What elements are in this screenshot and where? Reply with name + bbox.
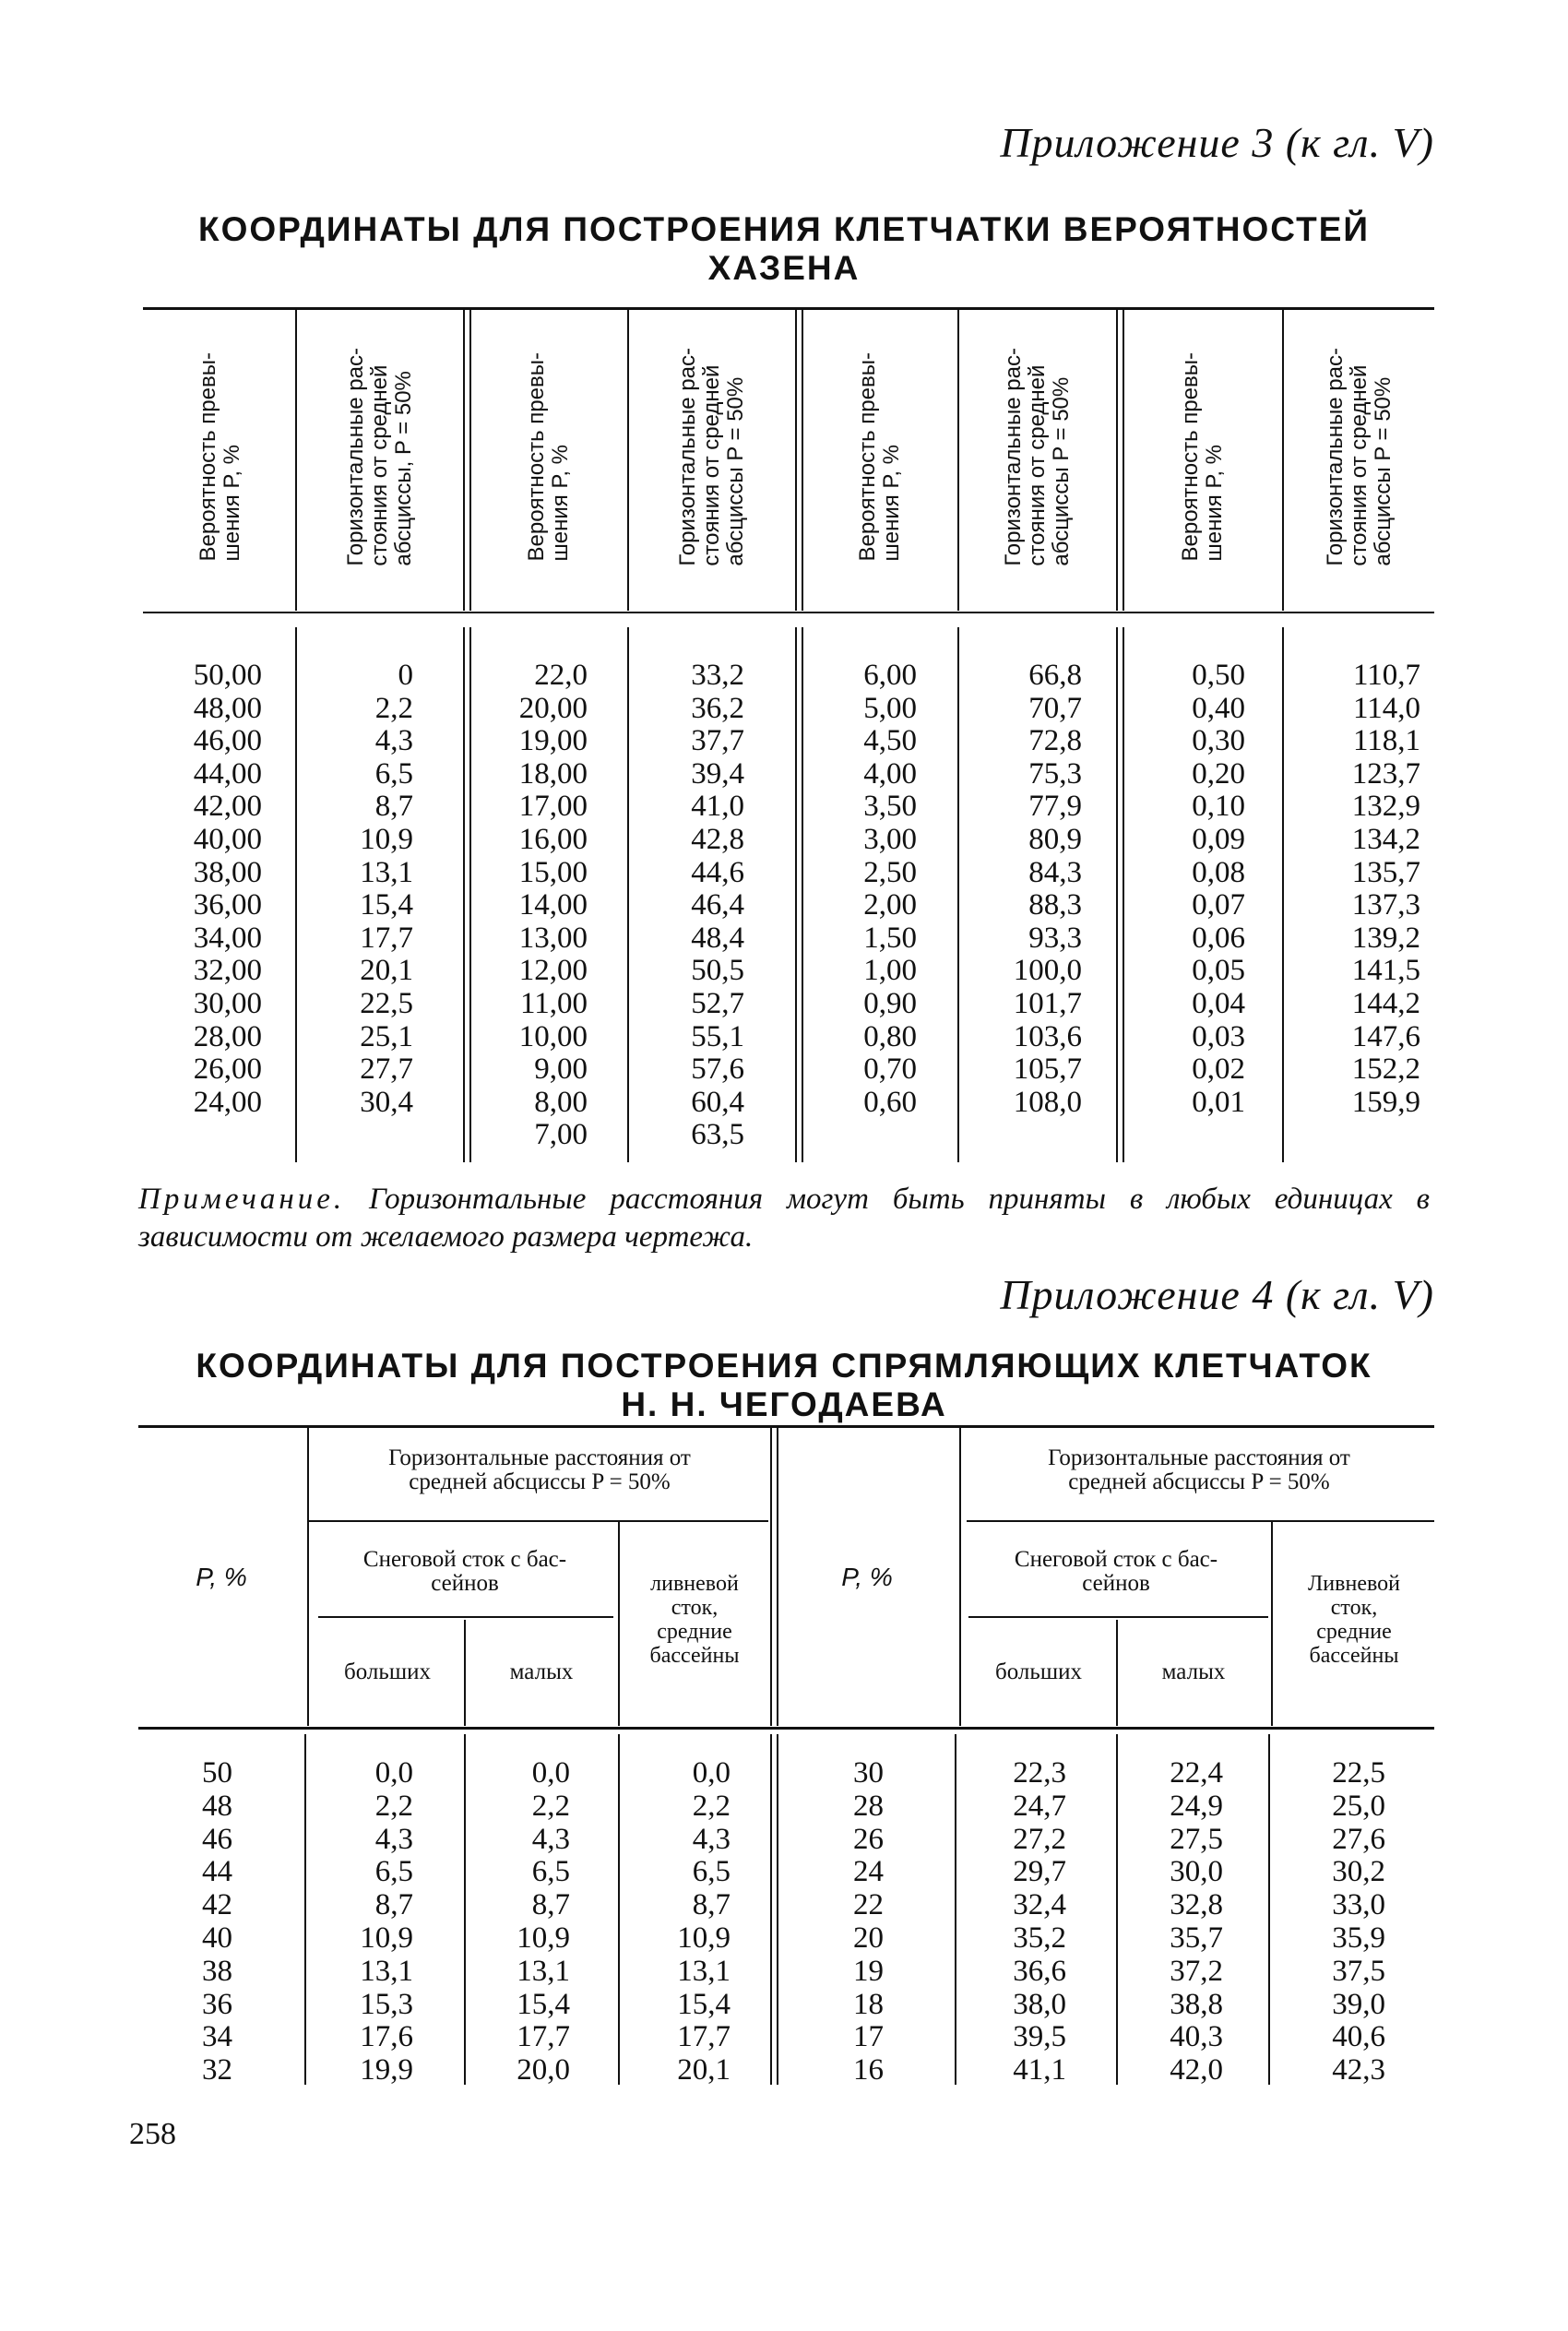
rain-header-right: Ливневой сток, средние бассейны (1308, 1572, 1400, 1668)
snow-header-right: Снеговой сток с бас- сейнов (1014, 1547, 1218, 1596)
table-cell: 0,50 (1192, 659, 1245, 692)
hazen-vrule-double (463, 310, 471, 611)
table-cell: 25,1 (360, 1019, 413, 1053)
table-cell: 7,00 (534, 1118, 588, 1152)
table-cell: 4,3 (692, 1822, 731, 1856)
table-cell: 4,3 (374, 724, 413, 758)
hazen-col-probability-2 (519, 660, 588, 1152)
table-cell: 17,7 (677, 2020, 731, 2054)
table-cell: 35,7 (1170, 1921, 1223, 1955)
table-cell: 63,5 (691, 1118, 744, 1152)
table-cell: 18 (853, 1987, 884, 2021)
table-cell: 20,1 (360, 954, 413, 988)
table-cell: 25,0 (1332, 1789, 1385, 1823)
table-cell: 38,0 (1013, 1987, 1066, 2021)
table-cell: 135,7 (1351, 855, 1420, 889)
chegodaev-sub-rule (318, 1616, 613, 1618)
table-cell: 118,1 (1352, 724, 1420, 758)
table-cell: 11,00 (519, 986, 588, 1020)
p-header-right: P, % (841, 1563, 893, 1591)
hazen-vrule-double (1116, 627, 1124, 1162)
chegodaev-vrule (618, 1522, 620, 1726)
table-cell: 15,00 (518, 855, 588, 889)
hazen-col-distance-4 (1352, 660, 1420, 1119)
chegodaev-col-snow-small-left (517, 1757, 570, 2087)
table-cell: 0,80 (863, 1019, 917, 1053)
table-cell: 48,00 (193, 691, 262, 725)
table-cell: 27,6 (1332, 1822, 1385, 1856)
small-header-right: малых (1161, 1659, 1226, 1684)
table-cell: 101,7 (1013, 986, 1082, 1020)
table-cell: 137,3 (1351, 888, 1420, 922)
table-cell: 30,0 (1170, 1855, 1223, 1889)
table-cell: 0,04 (1192, 986, 1245, 1020)
table-cell: 19,9 (360, 2053, 413, 2087)
p-header-left: P, % (196, 1563, 247, 1591)
hazen-vrule-double (1116, 310, 1124, 611)
table-cell: 34 (202, 2020, 232, 2054)
table-cell: 17,00 (518, 790, 588, 824)
table-cell: 34,00 (193, 921, 262, 955)
table-cell: 27,2 (1013, 1822, 1066, 1856)
table-cell: 2,2 (692, 1789, 731, 1823)
table-cell: 32,4 (1013, 1888, 1066, 1922)
table-cell: 0,0 (531, 1756, 570, 1790)
table-cell: 13,1 (517, 1954, 570, 1988)
table-cell: 15,4 (517, 1987, 570, 2021)
group-header-left: Горизонтальные расстояния от средней абсциссы P = 50% (388, 1445, 691, 1494)
table-cell: 46,00 (193, 724, 262, 758)
hazen-col-probability-3 (863, 660, 917, 1119)
table-cell: 4,3 (531, 1822, 570, 1856)
table-cell: 15,4 (360, 888, 413, 922)
table-cell: 35,2 (1013, 1921, 1066, 1955)
table-cell: 42,3 (1332, 2053, 1385, 2087)
table-cell: 108,0 (1013, 1085, 1082, 1119)
table-cell: 28 (853, 1789, 884, 1823)
table-cell: 15,3 (360, 1987, 413, 2021)
table-cell: 0,02 (1192, 1053, 1245, 1087)
table-cell: 144,2 (1351, 986, 1420, 1020)
table-cell: 13,1 (360, 855, 413, 889)
chegodaev-col-p-left (202, 1757, 232, 2087)
table-cell: 4,00 (863, 756, 917, 791)
table-cell: 24,00 (193, 1085, 262, 1119)
table-cell: 88,3 (1028, 888, 1082, 922)
table-cell: 75,3 (1028, 756, 1082, 791)
table-cell: 17,7 (360, 921, 413, 955)
table-cell: 41,1 (1013, 2053, 1066, 2087)
table-cell: 16,00 (518, 822, 588, 856)
table-cell: 72,8 (1028, 724, 1082, 758)
table-cell: 13,1 (360, 1954, 413, 1988)
table-cell: 2,2 (374, 1789, 413, 1823)
hazen-header-text: Вероятность превы- шения P, % (523, 351, 573, 562)
table-cell: 0,20 (1192, 756, 1245, 791)
chegodaev-sub-rule (968, 1616, 1268, 1618)
hazen-header-cell (148, 309, 293, 604)
table-cell: 0,70 (863, 1053, 917, 1087)
hazen-header-cell (1124, 309, 1280, 604)
hazen-col-distance-3 (1014, 660, 1082, 1119)
table-cell: 22,3 (1013, 1756, 1066, 1790)
table-cell: 9,00 (534, 1053, 588, 1087)
table-cell: 132,9 (1351, 790, 1420, 824)
chegodaev-col-snow-small-right (1170, 1757, 1223, 2087)
table-cell: 36,00 (193, 888, 262, 922)
table-cell: 0,0 (692, 1756, 731, 1790)
appendix-4-title-line2: Н. Н. ЧЕГОДАЕВА (621, 1386, 947, 1423)
table-cell: 44,00 (193, 756, 262, 791)
table-cell: 0,06 (1192, 921, 1245, 955)
group-header-right: Горизонтальные расстояния от средней абсциссы P = 50% (1048, 1445, 1350, 1494)
table-cell: 6,5 (374, 1855, 413, 1889)
table-cell: 110,7 (1352, 659, 1420, 692)
table-cell: 44,6 (691, 855, 744, 889)
table-cell: 8,7 (374, 1888, 413, 1922)
table-cell: 0,10 (1192, 790, 1245, 824)
table-cell: 6,5 (531, 1855, 570, 1889)
table-cell: 13,00 (518, 921, 588, 955)
chegodaev-vrule (618, 1734, 620, 2085)
chegodaev-group-rule (307, 1520, 768, 1522)
table-cell: 50 (202, 1756, 232, 1790)
table-cell: 17,7 (517, 2020, 570, 2054)
table-cell: 159,9 (1351, 1085, 1420, 1119)
table-cell: 2,2 (374, 691, 413, 725)
chegodaev-top-rule (138, 1425, 1434, 1428)
appendix-4-title (138, 1347, 1430, 1424)
table-cell: 22,5 (1332, 1756, 1385, 1790)
table-cell: 28,00 (193, 1019, 262, 1053)
table-cell: 141,5 (1351, 954, 1420, 988)
hazen-header-text: Горизонтальные рас- стояния от средней абсциссы P = 50% (1001, 347, 1074, 566)
table-cell: 0,09 (1192, 822, 1245, 856)
table-cell: 0,40 (1192, 691, 1245, 725)
table-cell: 2,00 (863, 888, 917, 922)
table-cell: 35,9 (1332, 1921, 1385, 1955)
hazen-vrule (957, 627, 959, 1162)
table-cell: 2,2 (531, 1789, 570, 1823)
table-cell: 20,1 (677, 2053, 731, 2087)
table-cell: 1,50 (863, 921, 917, 955)
table-cell: 42 (202, 1888, 232, 1922)
table-cell: 33,0 (1332, 1888, 1385, 1922)
hazen-vrule (957, 310, 959, 611)
table-cell: 22,5 (360, 986, 413, 1020)
table-cell: 19,00 (518, 724, 588, 758)
table-cell: 30,2 (1332, 1855, 1385, 1889)
table-cell: 46 (202, 1822, 232, 1856)
table-cell: 77,9 (1028, 790, 1082, 824)
chegodaev-group-rule (967, 1520, 1434, 1522)
table-cell: 66,8 (1028, 659, 1082, 692)
table-cell: 48,4 (691, 921, 744, 955)
table-cell: 50,5 (691, 954, 744, 988)
table-cell: 84,3 (1028, 855, 1082, 889)
hazen-header-text: Горизонтальные рас- стояния от средней абсциссы, P = 50% (343, 347, 416, 566)
chegodaev-vrule (464, 1734, 466, 2085)
page-number: 258 (129, 2117, 176, 2151)
table-cell: 36,2 (691, 691, 744, 725)
table-cell: 20,00 (518, 691, 588, 725)
chegodaev-col-snow-large-left (360, 1757, 413, 2087)
table-cell: 29,7 (1013, 1855, 1066, 1889)
hazen-vrule (1282, 310, 1284, 611)
table-cell: 0,90 (863, 986, 917, 1020)
table-cell: 5,00 (863, 691, 917, 725)
table-cell: 26,00 (193, 1053, 262, 1087)
table-cell: 37,2 (1170, 1954, 1223, 1988)
table-cell: 37,7 (691, 724, 744, 758)
table-cell: 0,0 (374, 1756, 413, 1790)
table-cell: 16 (853, 2053, 884, 2087)
hazen-vrule-double (463, 627, 471, 1162)
table-cell: 134,2 (1351, 822, 1420, 856)
snow-header-left: Снеговой сток с бас- сейнов (362, 1547, 567, 1596)
table-cell: 0,01 (1192, 1085, 1245, 1119)
table-cell: 0,08 (1192, 855, 1245, 889)
table-cell: 22,4 (1170, 1756, 1223, 1790)
note-text: Горизонтальные расстояния могут быть приняты в любых единицах в зависимости от желаемого размера чертежа. (138, 1183, 1430, 1254)
table-cell: 24 (853, 1855, 884, 1889)
hazen-header-cell (471, 309, 625, 604)
table-cell: 6,00 (863, 659, 917, 692)
chegodaev-col-p-right (853, 1757, 884, 2087)
table-cell: 147,6 (1351, 1019, 1420, 1053)
hazen-vrule (295, 310, 297, 611)
chegodaev-vrule (1116, 1620, 1118, 1726)
table-cell: 8,7 (692, 1888, 731, 1922)
table-cell: 32 (202, 2053, 232, 2087)
table-cell: 36,6 (1013, 1954, 1066, 1988)
hazen-col-probability-4 (1192, 660, 1245, 1119)
table-cell: 8,7 (374, 790, 413, 824)
table-cell: 4,50 (863, 724, 917, 758)
table-cell: 18,00 (518, 756, 588, 791)
table-cell: 30 (853, 1756, 884, 1790)
table-cell: 0,07 (1192, 888, 1245, 922)
chegodaev-vrule (959, 1428, 961, 1726)
table-cell: 0,30 (1192, 724, 1245, 758)
appendix-3-label: Приложение 3 (к гл. V) (1000, 119, 1434, 166)
appendix-3-note (138, 1181, 1430, 1256)
hazen-vrule-double (795, 627, 803, 1162)
table-cell: 10,9 (360, 1921, 413, 1955)
table-cell: 20 (853, 1921, 884, 1955)
table-cell: 0,05 (1192, 954, 1245, 988)
table-cell: 1,00 (863, 954, 917, 988)
chegodaev-col-snow-large-right (1013, 1757, 1066, 2087)
table-cell: 0 (398, 659, 413, 692)
table-cell: 17,6 (360, 2020, 413, 2054)
table-cell: 46,4 (691, 888, 744, 922)
table-cell: 0,03 (1192, 1019, 1245, 1053)
appendix-3-title (138, 210, 1430, 288)
table-cell: 24,9 (1170, 1789, 1223, 1823)
table-cell: 80,9 (1028, 822, 1082, 856)
chegodaev-vrule (955, 1734, 956, 2085)
table-cell: 20,0 (517, 2053, 570, 2087)
hazen-col-distance-2 (691, 660, 744, 1152)
table-cell: 3,00 (863, 822, 917, 856)
table-cell: 30,4 (360, 1085, 413, 1119)
table-cell: 22 (853, 1888, 884, 1922)
table-cell: 4,3 (374, 1822, 413, 1856)
table-cell: 42,8 (691, 822, 744, 856)
table-cell: 50,00 (193, 659, 262, 692)
chegodaev-vrule (307, 1428, 309, 1726)
appendix-4-label: Приложение 4 (к гл. V) (1000, 1271, 1434, 1318)
hazen-header-cell (961, 309, 1114, 604)
table-cell: 10,00 (518, 1019, 588, 1053)
table-cell: 42,00 (193, 790, 262, 824)
chegodaev-vrule (464, 1620, 466, 1726)
rain-header-left: ливневой сток, средние бассейны (649, 1572, 740, 1668)
hazen-header-cell (803, 309, 956, 604)
table-cell: 2,50 (863, 855, 917, 889)
appendix-4-title-line1: КООРДИНАТЫ ДЛЯ ПОСТРОЕНИЯ СПРЯМЛЯЮЩИХ КЛЕТЧАТОК (196, 1347, 1372, 1385)
appendix-3-title-line2: ХАЗЕНА (707, 249, 861, 287)
table-cell: 39,5 (1013, 2020, 1066, 2054)
table-cell: 40 (202, 1921, 232, 1955)
chegodaev-vrule (1271, 1522, 1273, 1726)
table-cell: 44 (202, 1855, 232, 1889)
table-cell: 60,4 (691, 1085, 744, 1119)
table-cell: 10,9 (677, 1921, 731, 1955)
table-cell: 38,8 (1170, 1987, 1223, 2021)
table-cell: 30,00 (193, 986, 262, 1020)
hazen-vrule (627, 627, 629, 1162)
table-cell: 105,7 (1013, 1053, 1082, 1087)
table-cell: 41,0 (691, 790, 744, 824)
table-cell: 8,00 (534, 1085, 588, 1119)
table-cell: 0,60 (863, 1085, 917, 1119)
table-cell: 152,2 (1351, 1053, 1420, 1087)
hazen-vrule (295, 627, 297, 1162)
table-cell: 38 (202, 1954, 232, 1988)
small-header-left: малых (509, 1659, 574, 1684)
chegodaev-vrule (1116, 1734, 1118, 2085)
table-cell: 39,4 (691, 756, 744, 791)
table-cell: 40,3 (1170, 2020, 1223, 2054)
table-cell: 93,3 (1028, 921, 1082, 955)
chegodaev-col-rain-left (677, 1757, 731, 2087)
table-cell: 27,5 (1170, 1822, 1223, 1856)
table-cell: 70,7 (1028, 691, 1082, 725)
table-cell: 36 (202, 1987, 232, 2021)
hazen-header-text: Вероятность превы- шения P, % (854, 351, 904, 562)
table-cell: 32,00 (193, 954, 262, 988)
hazen-header-text: Горизонтальные рас- стояния от средней абсциссы P = 50% (675, 347, 748, 566)
table-cell: 22,0 (534, 659, 588, 692)
table-cell: 57,6 (691, 1053, 744, 1087)
table-cell: 6,5 (374, 756, 413, 791)
hazen-col-probability-1 (194, 660, 262, 1119)
table-cell: 6,5 (692, 1855, 731, 1889)
table-cell: 14,00 (518, 888, 588, 922)
appendix-3-title-line1: КООРДИНАТЫ ДЛЯ ПОСТРОЕНИЯ КЛЕТЧАТКИ ВЕРОЯТНОСТЕЙ (198, 210, 1370, 248)
hazen-header-cell (1286, 309, 1433, 604)
chegodaev-header-rule (138, 1727, 1434, 1730)
large-header-right: больших (995, 1659, 1082, 1684)
table-cell: 33,2 (691, 659, 744, 692)
table-cell: 100,0 (1013, 954, 1082, 988)
hazen-header-cell (631, 309, 793, 604)
table-cell: 26 (853, 1822, 884, 1856)
large-header-left: больших (344, 1659, 431, 1684)
table-cell: 37,5 (1332, 1954, 1385, 1988)
table-cell: 32,8 (1170, 1888, 1223, 1922)
table-cell: 103,6 (1013, 1019, 1082, 1053)
table-cell: 114,0 (1352, 691, 1420, 725)
table-cell: 10,9 (517, 1921, 570, 1955)
table-cell: 123,7 (1351, 756, 1420, 791)
hazen-vrule (627, 310, 629, 611)
hazen-col-distance-1 (360, 660, 413, 1119)
table-cell: 3,50 (863, 790, 917, 824)
table-cell: 17 (853, 2020, 884, 2054)
table-cell: 139,2 (1351, 921, 1420, 955)
table-cell: 24,7 (1013, 1789, 1066, 1823)
chegodaev-vrule-double (770, 1734, 778, 2085)
hazen-header-cell (299, 309, 461, 604)
table-cell: 40,00 (193, 822, 262, 856)
table-cell: 38,00 (193, 855, 262, 889)
note-prefix: Примечание. (138, 1183, 346, 1216)
hazen-header-text: Вероятность превы- шения P, % (196, 351, 244, 562)
table-cell: 15,4 (677, 1987, 731, 2021)
chegodaev-vrule (304, 1734, 306, 2085)
table-cell: 48 (202, 1789, 232, 1823)
table-cell: 10,9 (360, 822, 413, 856)
hazen-header-text: Горизонтальные рас- стояния от средней абсциссы P = 50% (1323, 347, 1396, 566)
table-cell: 8,7 (531, 1888, 570, 1922)
table-cell: 12,00 (518, 954, 588, 988)
table-cell: 52,7 (691, 986, 744, 1020)
table-cell: 42,0 (1170, 2053, 1223, 2087)
hazen-vrule-double (795, 310, 803, 611)
table-cell: 27,7 (360, 1053, 413, 1087)
chegodaev-vrule (1268, 1734, 1270, 2085)
hazen-header-text: Вероятность превы- шения P, % (1177, 351, 1227, 562)
table-cell: 40,6 (1332, 2020, 1385, 2054)
table-cell: 55,1 (691, 1019, 744, 1053)
hazen-table-header-rule (143, 612, 1434, 613)
chegodaev-col-rain-right (1332, 1757, 1385, 2087)
hazen-vrule (1282, 627, 1284, 1162)
table-cell: 13,1 (677, 1954, 731, 1988)
table-cell: 39,0 (1332, 1987, 1385, 2021)
table-cell: 19 (853, 1954, 884, 1988)
